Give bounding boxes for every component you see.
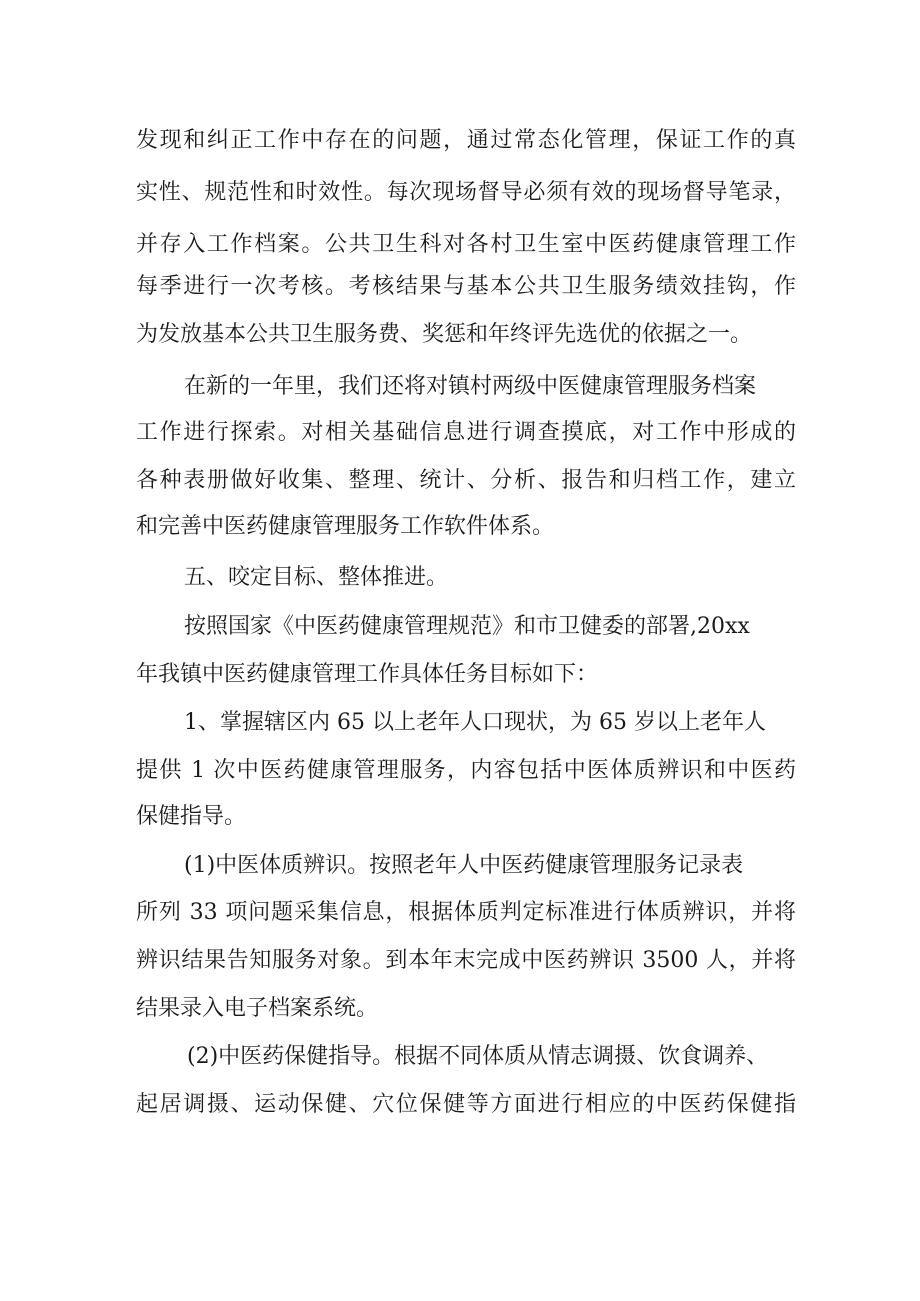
subitem-1-line-4: 结果录入电子档案系统。 xyxy=(136,996,379,1021)
paragraph-2-line-1: 在新的一年里，我们还将对镇村两级中医健康管理服务档案 xyxy=(184,374,757,399)
paragraph-1-line-1: 发现和纠正工作中存在的问题，通过常态化管理，保证工作的真 xyxy=(136,128,796,153)
paragraph-4-line-2: 年我镇中医药健康管理工作具体任务目标如下： xyxy=(136,662,599,687)
paragraph-2-line-2: 工作进行探索。对相关基础信息进行调查摸底，对工作中形成的 xyxy=(136,420,796,445)
paragraph-2-line-4: 和完善中医药健康管理服务工作软件体系。 xyxy=(136,514,555,539)
paragraph-4-line-1: 按照国家《中医药健康管理规范》和市卫健委的部署,20xx xyxy=(184,614,750,639)
section-heading-five: 五、咬定目标、整体推进。 xyxy=(184,565,449,590)
item-1-line-2: 提供 1 次中医药健康管理服务，内容包括中医体质辨识和中医药 xyxy=(136,758,796,783)
paragraph-1-line-3: 并存入工作档案。公共卫生科对各村卫生室中医药健康管理工作 xyxy=(136,232,796,257)
paragraph-1-line-5: 为发放基本公共卫生服务费、奖惩和年终评先选优的依据之一。 xyxy=(136,322,753,347)
subitem-2-line-2: 起居调摄、运动保健、穴位保健等方面进行相应的中医药保健指 xyxy=(136,1092,796,1117)
subitem-2-line-1: (2)中医药保健指导。根据不同体质从情志调摄、饮食调养、 xyxy=(187,1044,769,1069)
item-1-line-1: 1、掌握辖区内 65 以上老年人口现状，为 65 岁以上老年人 xyxy=(184,710,766,735)
paragraph-2-line-3: 各种表册做好收集、整理、统计、分析、报告和归档工作，建立 xyxy=(136,468,796,493)
subitem-1-line-3: 辨识结果告知服务对象。到本年末完成中医药辨识 3500 人，并将 xyxy=(136,948,796,973)
item-1-line-3: 保健指导。 xyxy=(136,804,247,829)
paragraph-1-line-4: 每季进行一次考核。考核结果与基本公共卫生服务绩效挂钩，作 xyxy=(136,274,796,299)
subitem-1-line-2: 所列 33 项问题采集信息，根据体质判定标准进行体质辨识，并将 xyxy=(136,900,796,925)
paragraph-1-line-2: 实性、规范性和时效性。每次现场督导必须有效的现场督导笔录， xyxy=(136,180,796,205)
subitem-1-line-1: (1)中医体质辨识。按照老年人中医药健康管理服务记录表 xyxy=(184,853,744,878)
